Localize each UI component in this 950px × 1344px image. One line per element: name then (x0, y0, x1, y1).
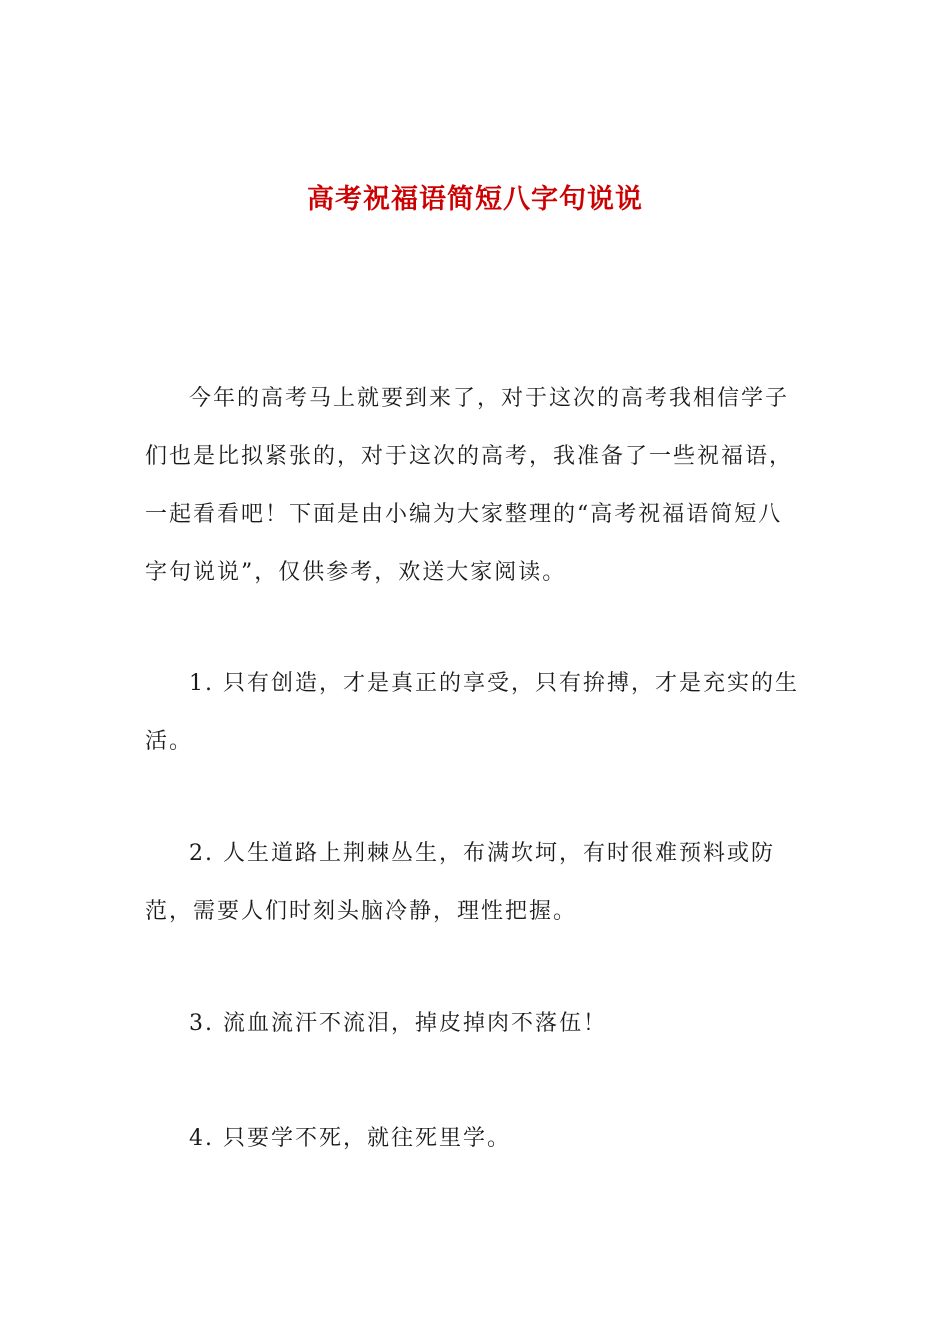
list-item-text: 4. 只要学不死，就往死里学。 (189, 1126, 511, 1151)
list-item-text: 3. 流血流汗不流泪，掉皮掉肉不落伍！ (189, 1011, 607, 1036)
intro-text: 今年的高考马上就要到来了，对于这次的高考我相信学子们也是比拟紧张的，对于这次的高考，我准备了一些祝福语，一起看看吧！下面是由小编为大家整理的“高考祝福语简短八字句说说”，仅供参考，欢送大家阅读。 (145, 386, 794, 585)
list-item (145, 995, 805, 1053)
intro-paragraph (145, 370, 805, 602)
list-item-text: 2. 人生道路上荆棘丛生，布满坎坷，有时很难预料或防范，需要人们时刻头脑冷静，理性把握。 (145, 841, 775, 924)
list-item (145, 1110, 805, 1168)
document-body (145, 0, 805, 1344)
list-item-text: 1. 只有创造，才是真正的享受，只有拚搏，才是充实的生活。 (145, 671, 799, 754)
document-title: 高考祝福语简短八字句说说 (307, 184, 643, 215)
list-item (145, 655, 805, 771)
list-item (145, 825, 805, 941)
